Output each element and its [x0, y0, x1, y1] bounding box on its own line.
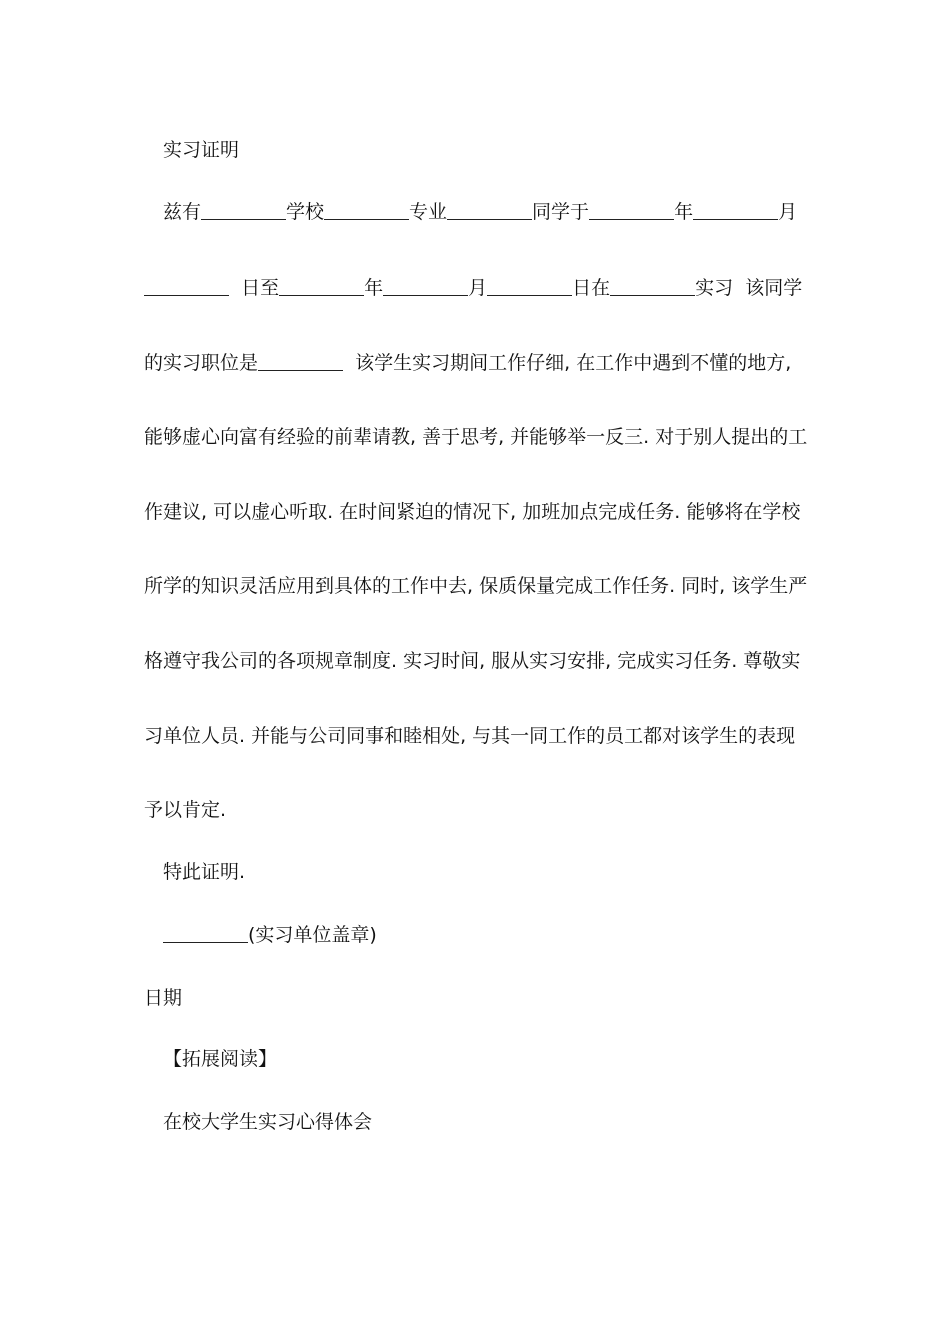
body-line-6: 予以肯定. — [144, 799, 227, 821]
fill-line-3 — [144, 351, 791, 375]
blank-stamp[interactable] — [163, 924, 248, 943]
blank-major[interactable] — [324, 201, 409, 220]
blank-school[interactable] — [201, 201, 286, 220]
text-month: 月 — [778, 201, 798, 223]
text-day-to: 日至 — [241, 277, 280, 299]
text-zi-you: 兹有 — [163, 201, 202, 223]
text-school: 学校 — [286, 201, 325, 223]
closing-text: 特此证明. — [163, 861, 246, 883]
fill-line-2 — [144, 276, 802, 300]
blank-position[interactable] — [258, 352, 343, 371]
text-year-2: 年 — [364, 277, 384, 299]
blank-start-month[interactable] — [693, 201, 778, 220]
stamp-label: (实习单位盖章) — [248, 924, 377, 946]
body-line-1: 能够虚心向富有经验的前辈请教, 善于思考, 并能够举一反三. 对于别人提出的工 — [144, 426, 808, 448]
blank-start-year[interactable] — [589, 201, 674, 220]
extended-reading-heading: 【拓展阅读】 — [163, 1048, 278, 1070]
fill-line-1 — [163, 200, 797, 224]
text-intern: 实习 — [695, 277, 734, 299]
text-line3-rest: 该学生实习期间工作仔细, 在工作中遇到不懂的地方, — [355, 352, 792, 374]
document-title: 实习证明 — [163, 139, 240, 161]
blank-end-month[interactable] — [383, 277, 468, 296]
blank-student[interactable] — [447, 201, 532, 220]
body-line-4: 格遵守我公司的各项规章制度. 实习时间, 服从实习安排, 完成实习任务. 尊敬实 — [144, 650, 801, 672]
text-position-is: 的实习职位是 — [144, 352, 259, 374]
text-major: 专业 — [409, 201, 448, 223]
text-student-at: 同学于 — [532, 201, 590, 223]
text-day-at: 日在 — [572, 277, 611, 299]
body-line-3: 所学的知识灵活应用到具体的工作中去, 保质保量完成工作任务. 同时, 该学生严 — [144, 575, 808, 597]
text-month-2: 月 — [468, 277, 488, 299]
blank-end-day[interactable] — [487, 277, 572, 296]
stamp-line — [163, 923, 377, 947]
text-this-student: 该同学 — [745, 277, 803, 299]
text-year: 年 — [674, 201, 694, 223]
blank-start-day[interactable] — [144, 277, 229, 296]
blank-company[interactable] — [610, 277, 695, 296]
extended-reading-title: 在校大学生实习心得体会 — [163, 1111, 373, 1133]
body-line-2: 作建议, 可以虚心听取. 在时间紧迫的情况下, 加班加点完成任务. 能够将在学校 — [144, 501, 801, 523]
body-line-5: 习单位人员. 并能与公司同事和睦相处, 与其一同工作的员工都对该学生的表现 — [144, 725, 796, 747]
date-label: 日期 — [144, 987, 183, 1009]
blank-end-year[interactable] — [279, 277, 364, 296]
